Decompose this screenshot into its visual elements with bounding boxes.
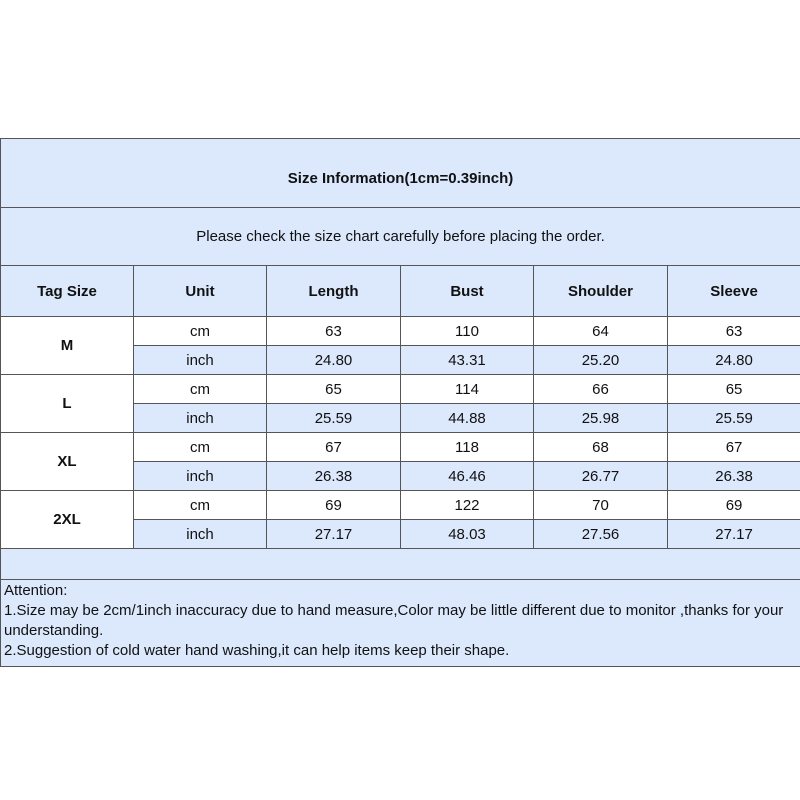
unit-cell: cm [134,433,267,462]
header-bust: Bust [401,266,534,317]
unit-cell: inch [134,404,267,433]
measurement-cell: 65 [668,375,800,404]
measurement-cell: 67 [267,433,401,462]
measurement-cell: 25.20 [534,346,668,375]
tag-size-cell: L [1,375,134,433]
measurement-cell: 118 [401,433,534,462]
measurement-cell: 27.17 [668,520,800,549]
measurement-cell: 122 [401,491,534,520]
unit-cell: inch [134,346,267,375]
tag-size-cell: XL [1,433,134,491]
measurement-cell: 48.03 [401,520,534,549]
measurement-cell: 25.98 [534,404,668,433]
table-row [1,433,800,462]
measurement-cell: 114 [401,375,534,404]
measurement-cell: 110 [401,317,534,346]
measurement-cell: 24.80 [668,346,800,375]
table-row [1,317,800,346]
measurement-cell: 70 [534,491,668,520]
measurement-cell: 69 [668,491,800,520]
measurement-cell: 44.88 [401,404,534,433]
unit-cell: inch [134,462,267,491]
measurement-cell: 24.80 [267,346,401,375]
measurement-cell: 46.46 [401,462,534,491]
attention-line-2: 2.Suggestion of cold water hand washing,it can help items keep their shape. [4,642,510,659]
attention-notes [1,580,800,667]
header-length: Length [267,266,401,317]
measurement-cell: 63 [668,317,800,346]
measurement-cell: 26.38 [668,462,800,491]
header-sleeve: Sleeve [668,266,800,317]
unit-cell: cm [134,375,267,404]
measurement-cell: 26.77 [534,462,668,491]
measurement-cell: 43.31 [401,346,534,375]
measurement-cell: 63 [267,317,401,346]
measurement-cell: 69 [267,491,401,520]
table-row [1,375,800,404]
header-tag-size: Tag Size [1,266,134,317]
measurement-cell: 25.59 [668,404,800,433]
tag-size-cell: M [1,317,134,375]
unit-cell: cm [134,317,267,346]
size-chart-table [0,138,800,667]
chart-notice: Please check the size chart carefully before placing the order. [1,208,800,266]
measurement-cell: 27.56 [534,520,668,549]
attention-line-1: 1.Size may be 2cm/1inch inaccuracy due to hand measure,Color may be little different due to monitor ,thanks for your understanding. [4,602,784,639]
header-shoulder: Shoulder [534,266,668,317]
measurement-cell: 67 [668,433,800,462]
header-unit: Unit [134,266,267,317]
measurement-cell: 25.59 [267,404,401,433]
measurement-cell: 26.38 [267,462,401,491]
measurement-cell: 68 [534,433,668,462]
tag-size-cell: 2XL [1,491,134,549]
measurement-cell: 27.17 [267,520,401,549]
table-spacer [1,549,800,580]
measurement-cell: 64 [534,317,668,346]
unit-cell: inch [134,520,267,549]
measurement-cell: 65 [267,375,401,404]
measurement-cell: 66 [534,375,668,404]
unit-cell: cm [134,491,267,520]
attention-heading: Attention: [4,582,68,599]
header-row [1,266,800,317]
table-row [1,491,800,520]
chart-title: Size Information(1cm=0.39inch) [1,139,800,208]
